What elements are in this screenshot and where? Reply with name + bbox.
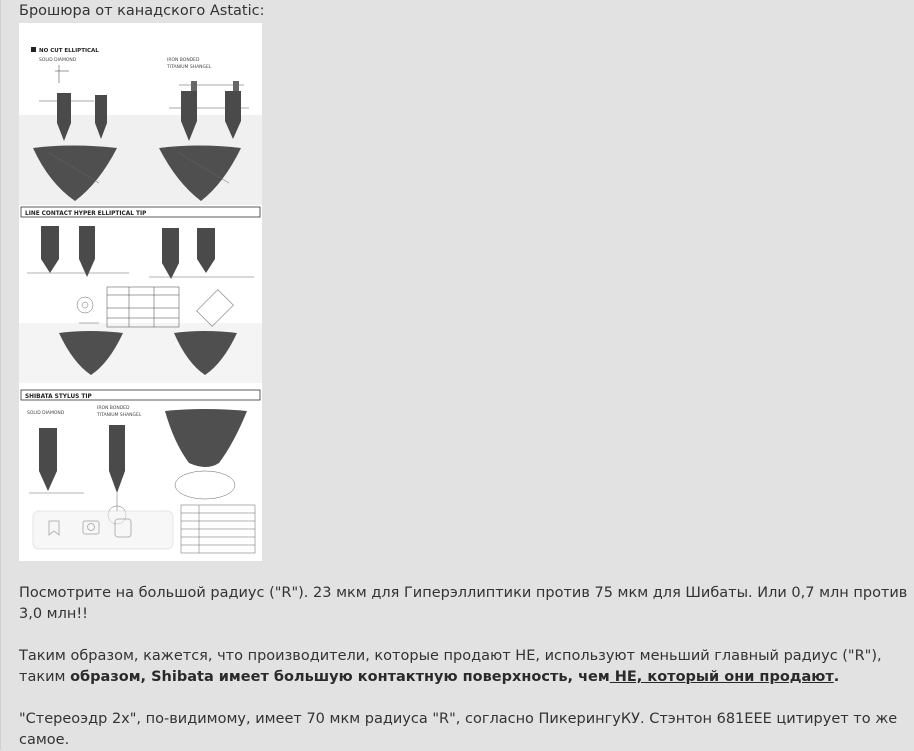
post-heading: Брошюра от канадского Astatic: xyxy=(19,3,265,19)
section-label: TITANIUM SHANGEL xyxy=(167,65,212,70)
section-label: TITANIUM SHANGEL xyxy=(97,413,142,418)
paragraph-conclusion xyxy=(19,646,911,688)
brochure-image xyxy=(19,23,262,561)
section-label: IRON BONDED xyxy=(167,58,200,63)
paragraph-radius: Посмотрите на большой радиус ("R"). 23 мкм для Гиперэллиптики против 75 мкм для Шибаты. Или 0,7 млн против 3,0 млн!! xyxy=(19,585,908,622)
brochure-drawing xyxy=(19,23,262,561)
underlined-text: НЕ, который они продают xyxy=(609,669,834,685)
paragraph-text: Таким образом, кажется, что производители, которые продают НЕ, используют меньший главный радиус ("R"), таким xyxy=(19,648,882,685)
overlay-toolbar xyxy=(33,511,173,549)
section-label: SOLID DIAMOND xyxy=(27,411,65,416)
bold-period: . xyxy=(833,669,840,685)
section-label: IRON BONDED xyxy=(97,406,130,411)
section-title: SHIBATA STYLUS TIP xyxy=(25,394,92,400)
section-line-contact xyxy=(21,207,260,217)
paragraph-stereohedron: "Стереоэдр 2х", по-видимому, имеет 70 мкм радиуса "R", согласно ПикерингуКУ. Стэнтон 681EEE цитирует то же самое. xyxy=(19,711,898,748)
section-label: SOLID DIAMOND xyxy=(39,58,77,63)
bold-text: образом, Shibata имеет большую контактную поверхность, чем xyxy=(70,669,610,685)
section-title: LINE CONTACT HYPER ELLIPTICAL TIP xyxy=(25,211,147,217)
section-title: NO CUT ELLIPTICAL xyxy=(39,48,99,54)
